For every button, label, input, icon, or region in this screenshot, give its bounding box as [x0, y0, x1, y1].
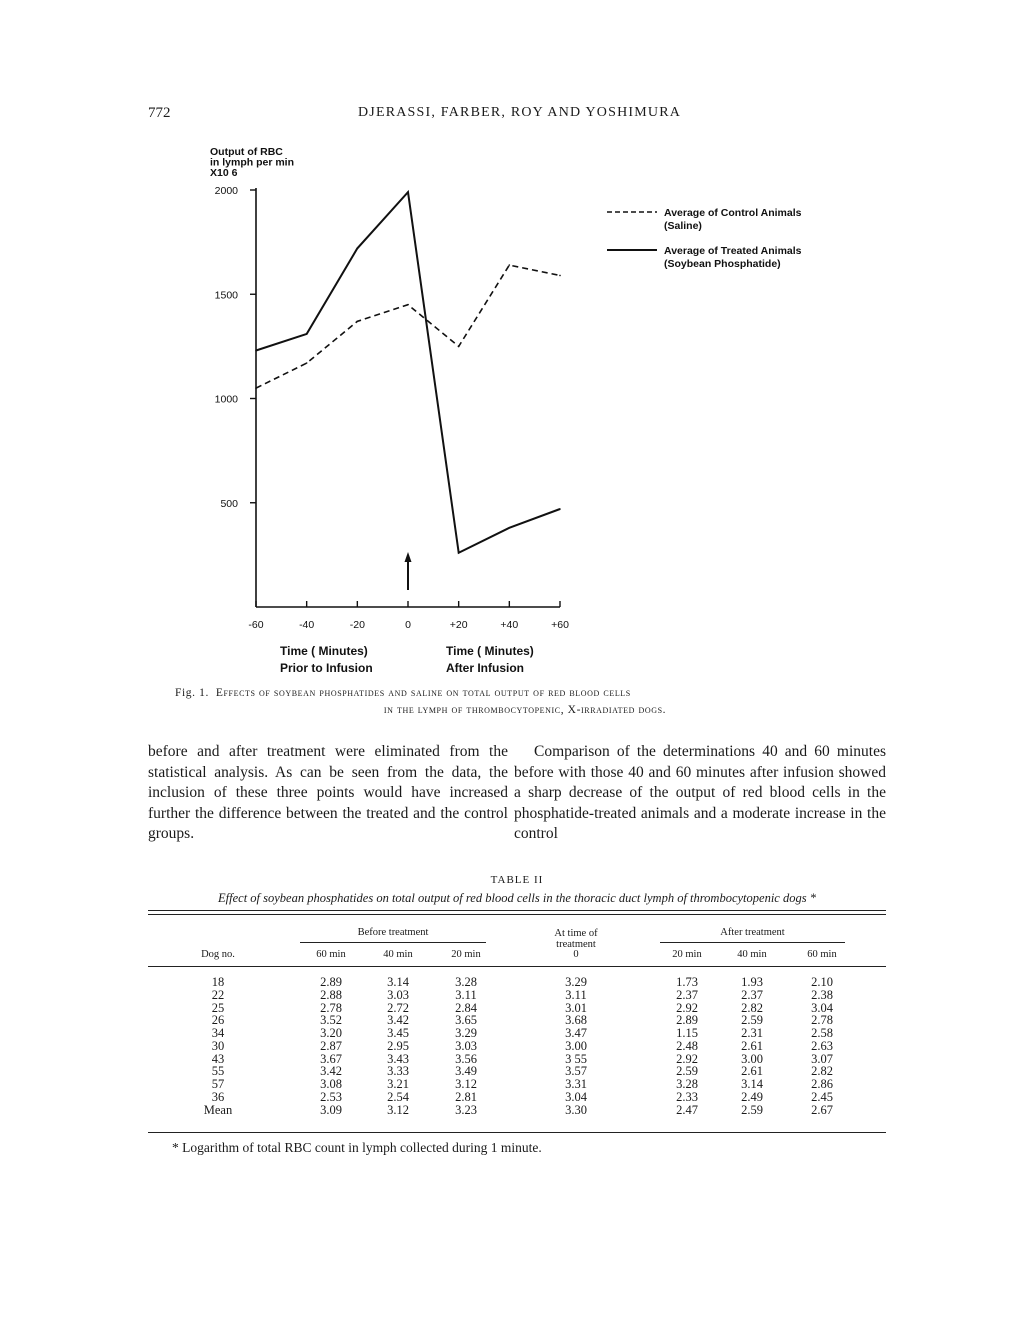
table-cell-value: 3.47: [565, 1026, 587, 1040]
table-cell-value: 2.78: [811, 1013, 833, 1028]
table-cell-value: 2.63: [811, 1038, 833, 1053]
body-text-right-column: Comparison of the determinations 40 and 60 minutes before with those 40 and 60 minutes after infusion showed a sharp decrease of the output of red blood cells in the phosphatide-treated animals and a moderate increase in the control: [514, 743, 886, 842]
table-cell-value: 1.73: [676, 975, 698, 989]
table-cell-value: 3.11: [565, 987, 587, 1002]
table-cell-value: 2.54: [387, 1089, 409, 1104]
table-cell-value: 3.11: [455, 987, 477, 1002]
table-top-rule-double: [148, 914, 886, 915]
table-cell-dog: Mean: [203, 1102, 233, 1117]
x-axis-title-after: After Infusion: [446, 661, 524, 675]
after-col-header: 60 min: [807, 949, 837, 960]
legend-entry-text: (Saline): [664, 220, 702, 232]
table-cell-value: 3.28: [676, 1077, 698, 1091]
table-cell-value: 3.01: [565, 1000, 587, 1015]
figure-caption: [175, 685, 875, 719]
caption-prefix: Fig. 1.: [175, 687, 209, 699]
y-axis-title-line: Output of RBC: [210, 146, 283, 158]
body-text-left-column: before and after treatment were eliminated from the statistical analysis. As can be seen from the data, the inclusion of these three points would have increased further the difference between the treated and the control groups.: [148, 743, 508, 842]
table-header-rule: [148, 966, 886, 967]
series-line-control: [256, 265, 560, 388]
table-cell-value: 3.29: [455, 1026, 477, 1040]
table-cell-dog: 36: [211, 1089, 225, 1104]
table-cell-value: 2.88: [320, 987, 342, 1002]
table-cell-value: 3.57: [565, 1064, 587, 1079]
table-cell-value: 2.58: [811, 1026, 833, 1040]
after-treatment-header: After treatment: [720, 927, 785, 938]
legend-entry-text: (Soybean Phosphatide): [664, 258, 781, 270]
table-cell-value: 2.38: [811, 987, 833, 1002]
table-cell-value: 3.00: [741, 1051, 763, 1066]
y-tick-label: 1000: [214, 393, 238, 406]
table-cell-value: 3.12: [455, 1077, 477, 1091]
table-cell-value: 1.93: [741, 975, 763, 989]
table-cell-value: 3.12: [387, 1102, 409, 1117]
table-cell-value: 3.67: [320, 1051, 342, 1066]
table-cell-value: 3.33: [387, 1064, 409, 1079]
legend-entry-text: Average of Control Animals: [664, 207, 802, 219]
table-cell-value: 2.49: [741, 1089, 763, 1104]
x-tick-label: 0: [405, 619, 411, 631]
table-cell-value: 2.31: [741, 1026, 763, 1040]
table-title: Effect of soybean phosphatides on total output of red blood cells in the thoracic duct lymph of thrombocytopenic dogs *: [218, 891, 816, 905]
after-col-header: 40 min: [737, 949, 767, 960]
table-cell-dog: 30: [211, 1038, 225, 1053]
table-cell-value: 3.68: [565, 1013, 587, 1028]
table-cell-value: 3.04: [565, 1089, 587, 1104]
table-cell-dog: 26: [211, 1013, 225, 1028]
table-label: TABLE II: [490, 874, 544, 886]
data-point-treated: [306, 333, 308, 335]
table-cell-value: 2.37: [676, 987, 698, 1002]
table-cell-value: 2.45: [811, 1089, 833, 1104]
table-cell-value: 2.81: [455, 1089, 477, 1104]
table-cell-value: 3.00: [565, 1038, 587, 1053]
table-cell-value: 3.43: [387, 1051, 409, 1066]
table-cell-value: 2.48: [676, 1038, 698, 1053]
data-point-control: [255, 387, 257, 389]
table-cell-value: 2.59: [741, 1013, 763, 1028]
table-cell-value: 3.14: [387, 975, 409, 989]
table-cell-value: 2.95: [387, 1038, 409, 1053]
after-col-header: 20 min: [672, 949, 702, 960]
before-col-header: 20 min: [451, 949, 481, 960]
table-cell-dog: 57: [211, 1077, 225, 1091]
data-point-treated: [509, 527, 511, 529]
dog-no-header: Dog no.: [201, 949, 235, 960]
table-footnote: * Logarithm of total RBC count in lymph collected during 1 minute.: [172, 1140, 542, 1155]
table-cell-dog: 43: [211, 1051, 225, 1066]
table-cell-value: 3.08: [320, 1077, 342, 1091]
table-cell-value: 2.78: [320, 1000, 342, 1015]
x-tick-label: +40: [500, 619, 519, 631]
table-cell-value: 2.92: [676, 1000, 698, 1015]
data-point-treated: [458, 552, 460, 554]
table-cell-value: 3.49: [455, 1064, 477, 1079]
page-number: 772: [148, 105, 171, 121]
x-tick-label: -20: [349, 619, 365, 631]
table-cell-value: 3.04: [811, 1000, 833, 1015]
y-tick-label: 500: [220, 497, 238, 510]
table-cell-value: 3.07: [811, 1051, 833, 1066]
table-cell-value: 2.92: [676, 1051, 698, 1066]
table-cell-value: 3.14: [741, 1077, 763, 1091]
table-cell-value: 3.21: [387, 1077, 409, 1091]
table-cell-value: 3.45: [387, 1026, 409, 1040]
table-cell-value: 2.61: [741, 1064, 763, 1079]
table-cell-dog: 18: [211, 975, 225, 989]
table-cell-value: 2.82: [741, 1000, 763, 1015]
y-tick-label: 2000: [214, 185, 238, 197]
table-cell-dog: 34: [211, 1026, 225, 1040]
table-cell-value: 3.09: [320, 1102, 342, 1117]
table-cell-value: 2.67: [811, 1102, 833, 1117]
table-bottom-rule: [148, 1132, 886, 1133]
table-cell-value: 3.03: [455, 1038, 477, 1053]
after-group-rule: [660, 942, 845, 943]
data-point-treated: [559, 508, 561, 510]
table-cell-value: 3.23: [455, 1102, 477, 1117]
data-point-treated: [407, 191, 409, 193]
table-cell-value: 3.56: [455, 1051, 477, 1066]
table-cell-value: 3.52: [320, 1013, 342, 1028]
table-cell-dog: 25: [211, 1000, 225, 1015]
x-tick-label: +60: [551, 619, 569, 631]
data-point-control: [306, 362, 308, 364]
y-axis-title-line: X10 6: [210, 167, 238, 179]
table-cell-value: 2.89: [320, 975, 342, 989]
infusion-arrow-head: [405, 552, 412, 562]
table-cell-value: 2.53: [320, 1089, 342, 1104]
data-point-control: [458, 346, 460, 348]
caption-line-1: Effects of soybean phosphatides and saline on total output of red blood cells: [215, 687, 631, 699]
table-cell-value: 3.31: [565, 1077, 587, 1091]
legend-entry-text: Average of Treated Animals: [664, 245, 802, 257]
y-axis-title-line: in lymph per min: [210, 156, 295, 169]
table-cell-value: 2.33: [676, 1089, 698, 1104]
x-tick-label: +20: [449, 619, 468, 631]
table-cell-value: 3 55: [565, 1051, 587, 1066]
at-time-header-line: 0: [573, 949, 579, 960]
table-cell-value: 3.30: [565, 1102, 587, 1117]
x-tick-label: -60: [248, 619, 264, 631]
data-point-control: [559, 275, 561, 277]
table-cell-value: 3.20: [320, 1026, 342, 1040]
table-cell-value: 3.28: [455, 975, 477, 989]
table-cell-dog: 55: [211, 1064, 225, 1079]
table-cell-value: 2.87: [320, 1038, 342, 1053]
table-cell-value: 3.29: [565, 975, 587, 989]
data-point-control: [407, 304, 409, 306]
before-col-header: 40 min: [383, 949, 413, 960]
table-cell-value: 2.37: [741, 987, 763, 1002]
x-axis-title-before: Time ( Minutes): [280, 644, 368, 658]
table-cell-value: 3.42: [320, 1064, 342, 1079]
x-axis-title-after: Time ( Minutes): [446, 644, 534, 658]
at-time-header-line: treatment: [556, 938, 596, 950]
table-cell-value: 1.15: [676, 1026, 698, 1040]
data-point-control: [509, 264, 511, 266]
table-cell-value: 2.82: [811, 1064, 833, 1079]
table-cell-value: 2.59: [676, 1064, 698, 1079]
table-cell-value: 3.42: [387, 1013, 409, 1028]
y-tick-label: 1500: [214, 289, 238, 302]
x-axis-title-before: Prior to Infusion: [280, 661, 373, 675]
data-point-control: [357, 321, 359, 323]
data-point-treated: [357, 248, 359, 250]
table-cell-dog: 22: [211, 987, 225, 1002]
before-group-rule: [300, 942, 486, 943]
table-cell-value: 2.89: [676, 1013, 698, 1028]
table-cell-value: 2.10: [811, 975, 833, 989]
table-cell-value: 2.61: [741, 1038, 763, 1053]
table-cell-value: 3.03: [387, 987, 409, 1002]
caption-line-2: in the lymph of thrombocytopenic, X-irradiated dogs.: [383, 704, 667, 716]
table-cell-value: 2.47: [676, 1102, 698, 1117]
running-header-authors: DJERASSI, FARBER, ROY AND YOSHIMURA: [358, 105, 682, 120]
table-cell-value: 2.86: [811, 1077, 833, 1091]
at-time-header-line: At time of: [554, 928, 598, 939]
table-cell-value: 3.65: [455, 1013, 477, 1028]
data-point-treated: [255, 350, 257, 352]
table-cell-value: 2.84: [455, 1000, 477, 1015]
table-cell-value: 2.59: [741, 1102, 763, 1117]
before-treatment-header: Before treatment: [357, 927, 429, 938]
series-line-treated: [256, 192, 560, 553]
table-top-rule: [148, 910, 886, 911]
table-cell-value: 2.72: [387, 1000, 409, 1015]
x-tick-label: -40: [299, 619, 315, 631]
before-col-header: 60 min: [316, 949, 346, 960]
